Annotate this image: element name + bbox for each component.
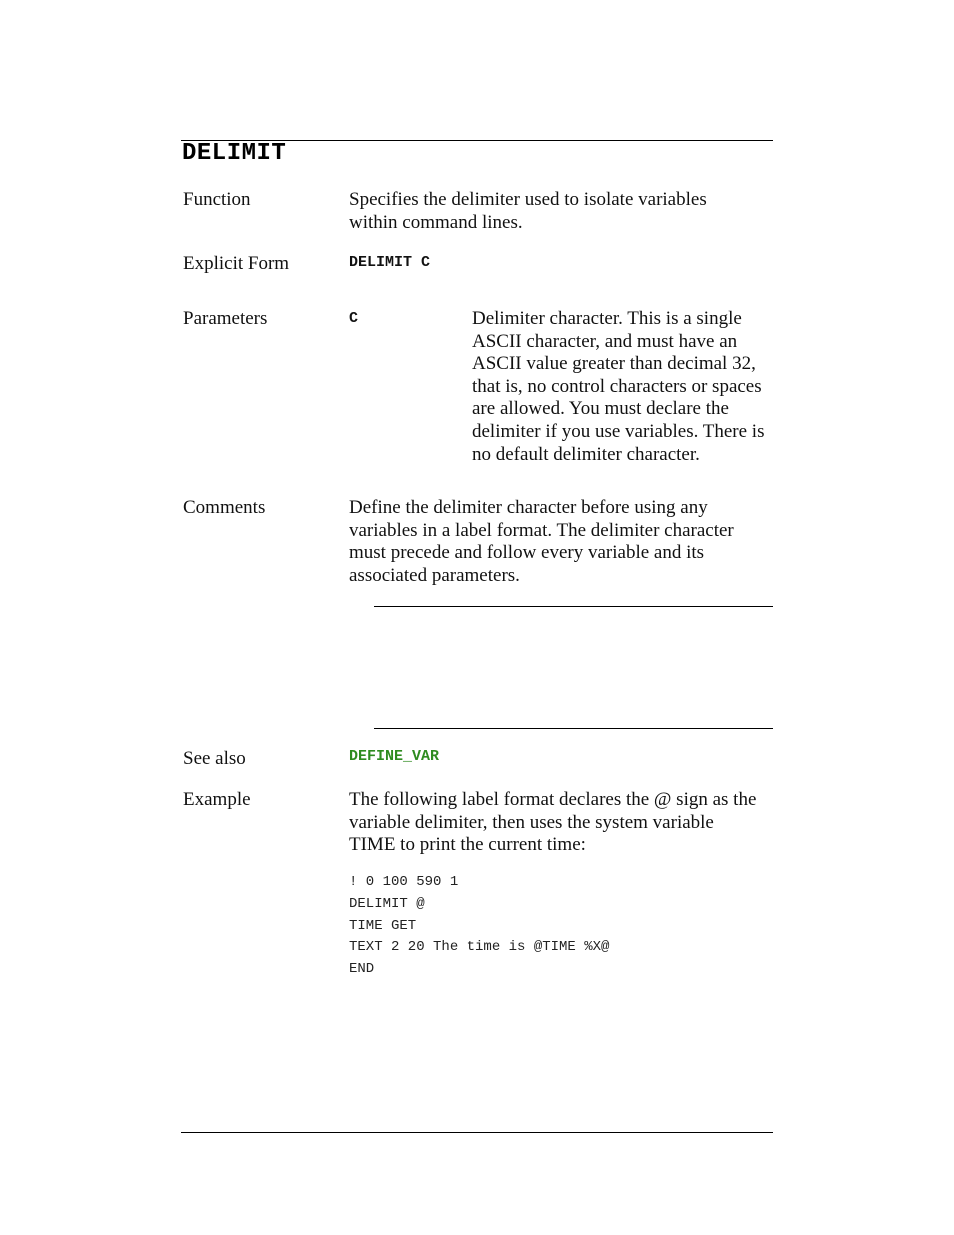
example-code-block (349, 872, 609, 981)
explicit-form-code: DELIMIT C (349, 254, 431, 271)
code-line: END (349, 961, 375, 978)
example-label: Example (183, 789, 251, 810)
function-label: Function (183, 189, 251, 210)
code-line: DELIMIT @ (349, 895, 425, 912)
function-text: Specifies the delimiter used to isolate variables within command lines. (349, 189, 707, 233)
code-line: TIME GET (349, 917, 417, 934)
parameters-label: Parameters (183, 308, 268, 329)
parameter-description: Delimiter character. This is a single ASCII character, and must have an ASCII value greater than decimal 32, that is, no control characters or spaces are allowed. You must declare the delimiter if you use variables. There is no default delimiter character. (472, 308, 765, 465)
note-bottom-rule (374, 728, 773, 729)
bottom-rule (181, 1132, 773, 1133)
see-also-label: See also (183, 748, 246, 769)
comments-label: Comments (183, 497, 266, 518)
note-top-rule (374, 606, 773, 607)
define-var-link[interactable]: DEFINE_VAR (349, 748, 440, 765)
page-title: DELIMIT (182, 140, 287, 167)
example-text: The following label format declares the @ sign as the variable delimiter, then uses the system variable TIME to print the current time: (349, 789, 757, 856)
comments-text: Define the delimiter character before using any variables in a label format. The delimiter character must precede and follow every variable and its associated parameters. (349, 497, 734, 586)
code-line: TEXT 2 20 The time is @TIME %X@ (349, 939, 610, 956)
explicit-form-label: Explicit Form (183, 253, 290, 274)
parameter-name: C (349, 310, 359, 327)
code-line: ! 0 100 590 1 (349, 874, 459, 890)
